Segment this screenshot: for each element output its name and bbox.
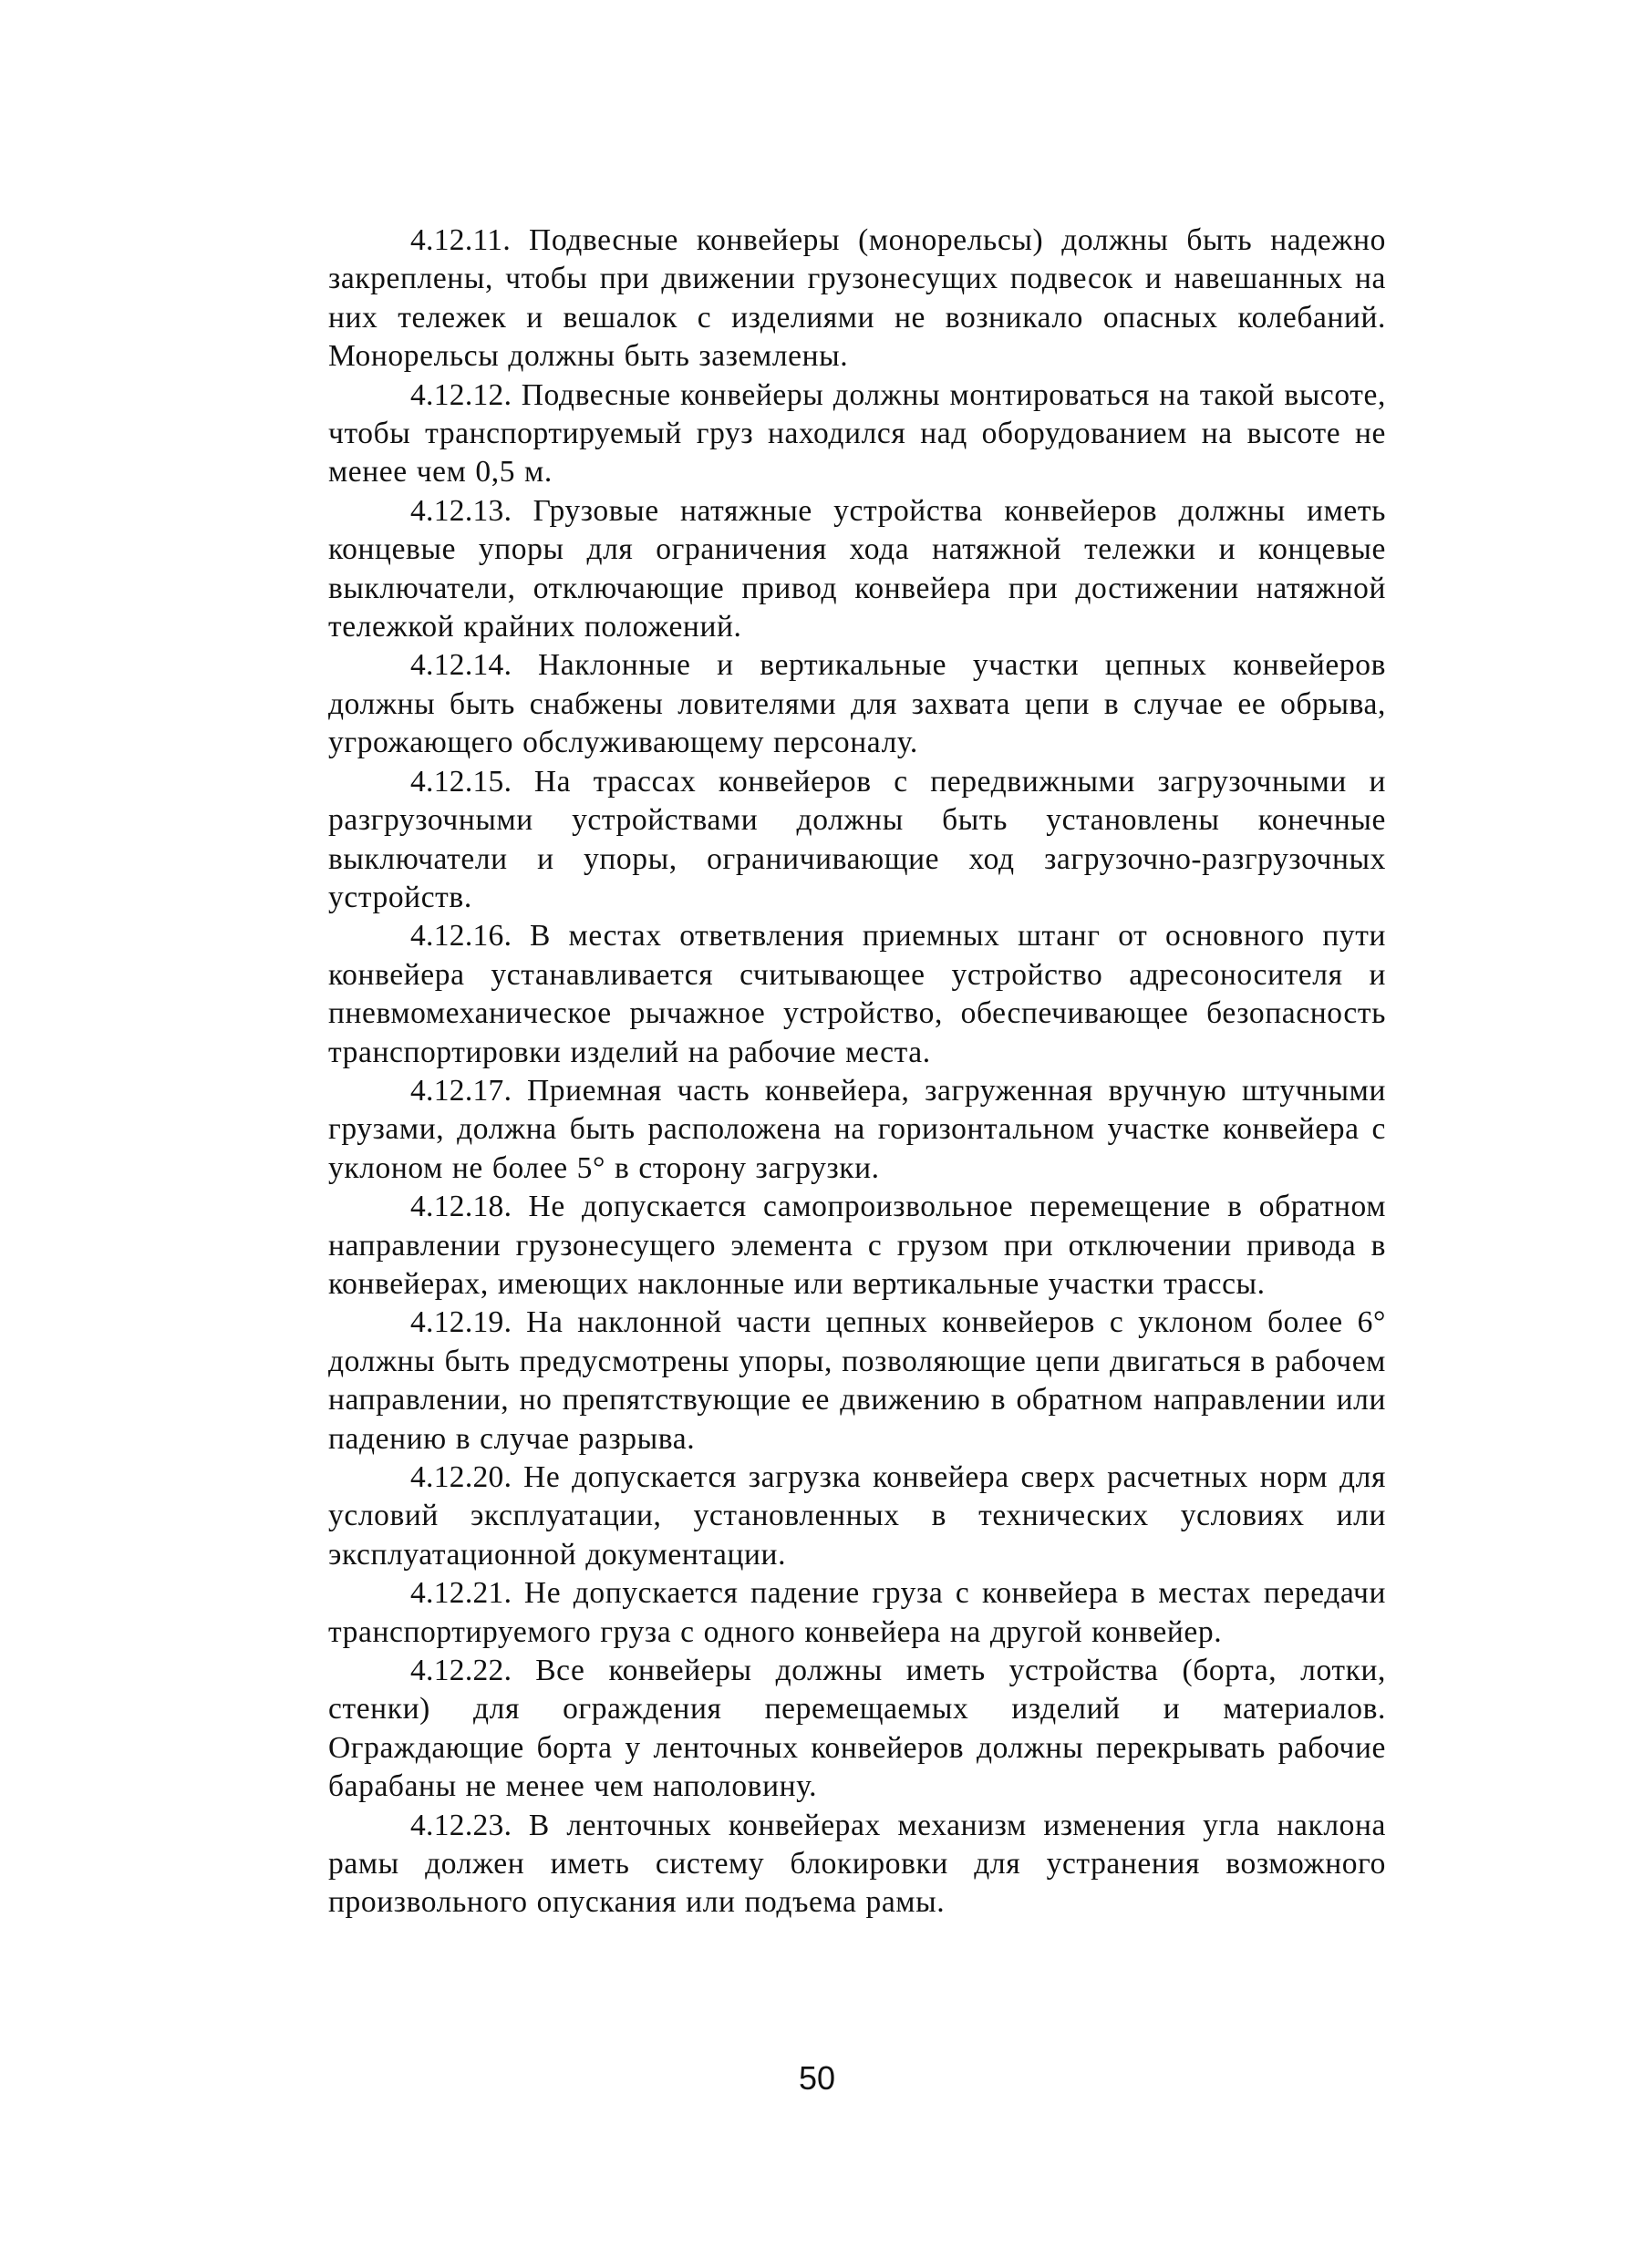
- clause-number: 4.12.13.: [410, 493, 512, 528]
- clause-text: Подвесные конвейеры (монорельсы) должны быть надежно закреплены, чтобы при движении грузонесущих подвесок и навешанных на них тележек и вешалок с изделиями не возникало опасных колебаний. Монорельсы должны быть заземлены.: [328, 223, 1386, 374]
- clause-number: 4.12.11.: [410, 223, 512, 257]
- page-number: 50: [798, 2059, 836, 2097]
- clause-text: Не допускается падение груза с конвейера в местах передачи транспортируемого груза с одного конвейера на другой конвейер.: [328, 1576, 1386, 1649]
- paragraph-4-12-16: [328, 917, 1386, 1072]
- clause-number: 4.12.18.: [410, 1190, 512, 1224]
- paragraph-4-12-15: [328, 763, 1386, 918]
- clause-number: 4.12.22.: [410, 1654, 512, 1688]
- clause-text: Приемная часть конвейера, загруженная вручную штучными грузами, должна быть расположена на горизонтальном участке конвейера с уклоном не более 5° в сторону загрузки.: [328, 1073, 1386, 1185]
- paragraph-4-12-21: [328, 1574, 1386, 1652]
- paragraph-4-12-23: [328, 1807, 1386, 1923]
- clause-number: 4.12.14.: [410, 648, 512, 683]
- clause-text: На трассах конвейеров с передвижными загрузочными и разгрузочными устройствами должны быть установлены конечные выключатели и упоры, ограничивающие ход загрузочно-разгрузочных устройств.: [328, 764, 1386, 914]
- clause-number: 4.12.20.: [410, 1460, 512, 1494]
- clause-number: 4.12.12.: [410, 377, 512, 412]
- clause-text: В ленточных конвейерах механизм изменения угла наклона рамы должен иметь систему блокировки для устранения возможного произвольного опускания или подъема рамы.: [328, 1808, 1386, 1920]
- paragraph-4-12-17: [328, 1072, 1386, 1188]
- clause-number: 4.12.19.: [410, 1305, 512, 1340]
- clause-number: 4.12.23.: [410, 1808, 512, 1842]
- paragraph-4-12-19: [328, 1304, 1386, 1459]
- paragraph-4-12-13: [328, 492, 1386, 647]
- paragraph-4-12-22: [328, 1652, 1386, 1807]
- paragraph-4-12-12: [328, 376, 1386, 492]
- clause-number: 4.12.15.: [410, 764, 512, 799]
- clause-text: Грузовые натяжные устройства конвейеров должны иметь концевые упоры для ограничения хода натяжной тележки и концевые выключатели, отключающие привод конвейера при достижении натяжной тележкой крайних положений.: [328, 493, 1386, 644]
- clause-text: Не допускается загрузка конвейера сверх расчетных норм для условий эксплуатации, установленных в технических условиях или эксплуатационной документации.: [328, 1460, 1386, 1572]
- clause-text: В местах ответвления приемных штанг от основного пути конвейера устанавливается считывающее устройство адресоносителя и пневмомеханическое рычажное устройство, обеспечивающее безопасность транспортировки изделий на рабочие места.: [328, 919, 1386, 1069]
- clause-number: 4.12.17.: [410, 1073, 512, 1108]
- clause-number: 4.12.16.: [410, 919, 512, 954]
- clause-text: Наклонные и вертикальные участки цепных конвейеров должны быть снабжены ловителями для захвата цепи в случае ее обрыва, угрожающего обслуживающему персоналу.: [328, 648, 1386, 760]
- clause-text: Не допускается самопроизвольное перемещение в обратном направлении грузонесущего элемента с грузом при отключении привода в конвейерах, имеющих наклонные или вертикальные участки трассы.: [328, 1190, 1386, 1301]
- body-text: [328, 222, 1386, 1923]
- paragraph-4-12-20: [328, 1459, 1386, 1574]
- clause-text: Все конвейеры должны иметь устройства (борта, лотки, стенки) для ограждения перемещаемых изделий и материалов. Ограждающие борта у ленточных конвейеров должны перекрывать рабочие барабаны не менее чем наполовину.: [328, 1654, 1386, 1804]
- paragraph-4-12-11: [328, 222, 1386, 376]
- paragraph-4-12-14: [328, 646, 1386, 762]
- clause-text: На наклонной части цепных конвейеров с уклоном более 6° должны быть предусмотрены упоры, позволяющие цепи двигаться в рабочем направлении, но препятствующие ее движению в обратном направлении или падению в случае разрыва.: [328, 1305, 1387, 1456]
- clause-number: 4.12.21.: [410, 1576, 512, 1611]
- paragraph-4-12-18: [328, 1188, 1386, 1304]
- clause-text: Подвесные конвейеры должны монтироваться на такой высоте, чтобы транспортируемый груз находился над оборудованием на высоте не менее чем 0,5 м.: [328, 377, 1386, 490]
